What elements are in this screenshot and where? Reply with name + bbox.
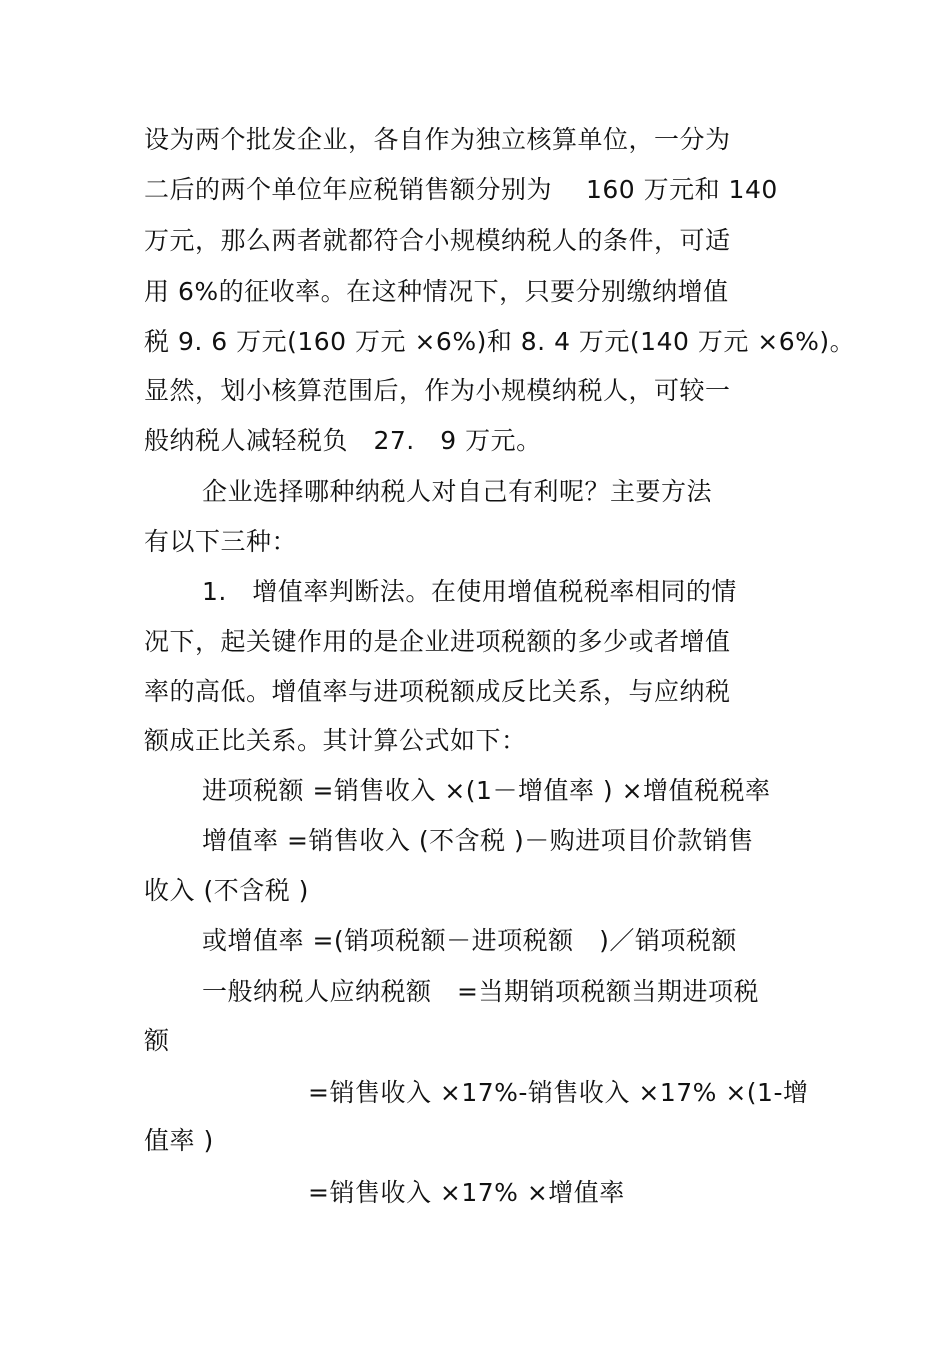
- text-line: 二后的两个单位年应税销售额分别为 160 万元和 140: [144, 175, 778, 204]
- formula-line: =销售收入 ×17% ×增值率: [308, 1178, 625, 1207]
- text-line: 般纳税人减轻税负 27. 9 万元。: [144, 426, 542, 455]
- text-line: 率的高低。增值率与进项税额成反比关系，与应纳税: [144, 677, 731, 706]
- formula-line: 进项税额 =销售收入 ×(1－增值率 ) ×增值税税率: [202, 776, 771, 805]
- text-line: 设为两个批发企业，各自作为独立核算单位，一分为: [144, 125, 731, 154]
- formula-line: 值率 ): [144, 1126, 214, 1155]
- formula-line: 增值率 =销售收入 (不含税 )－购进项目价款销售: [202, 826, 754, 855]
- text-line: 况下，起关键作用的是企业进项税额的多少或者增值: [144, 627, 731, 656]
- text-line: 额成正比关系。其计算公式如下：: [144, 726, 527, 755]
- formula-line: 额: [144, 1026, 170, 1055]
- formula-line: 收入 (不含税 ): [144, 876, 309, 905]
- text-line: 用 6%的征收率。在这种情况下，只要分别缴纳增值: [144, 277, 729, 306]
- formula-line: 一般纳税人应纳税额 =当期销项税额当期进项税: [202, 977, 759, 1006]
- text-line: 万元，那么两者就都符合小规模纳税人的条件，可适: [144, 226, 731, 255]
- text-line: 税 9. 6 万元(160 万元 ×6%)和 8. 4 万元(140 万元 ×6%)。: [144, 327, 856, 356]
- text-line: 1. 增值率判断法。在使用增值税税率相同的情: [202, 577, 737, 606]
- text-line: 企业选择哪种纳税人对自己有利呢？主要方法: [202, 477, 713, 506]
- formula-line: =销售收入 ×17%-销售收入 ×17% ×(1-增: [308, 1078, 809, 1107]
- text-line: 显然，划小核算范围后，作为小规模纳税人，可较一: [144, 376, 731, 405]
- text-line: 有以下三种：: [144, 527, 298, 556]
- formula-line: 或增值率 =(销项税额－进项税额 )／销项税额: [202, 926, 737, 955]
